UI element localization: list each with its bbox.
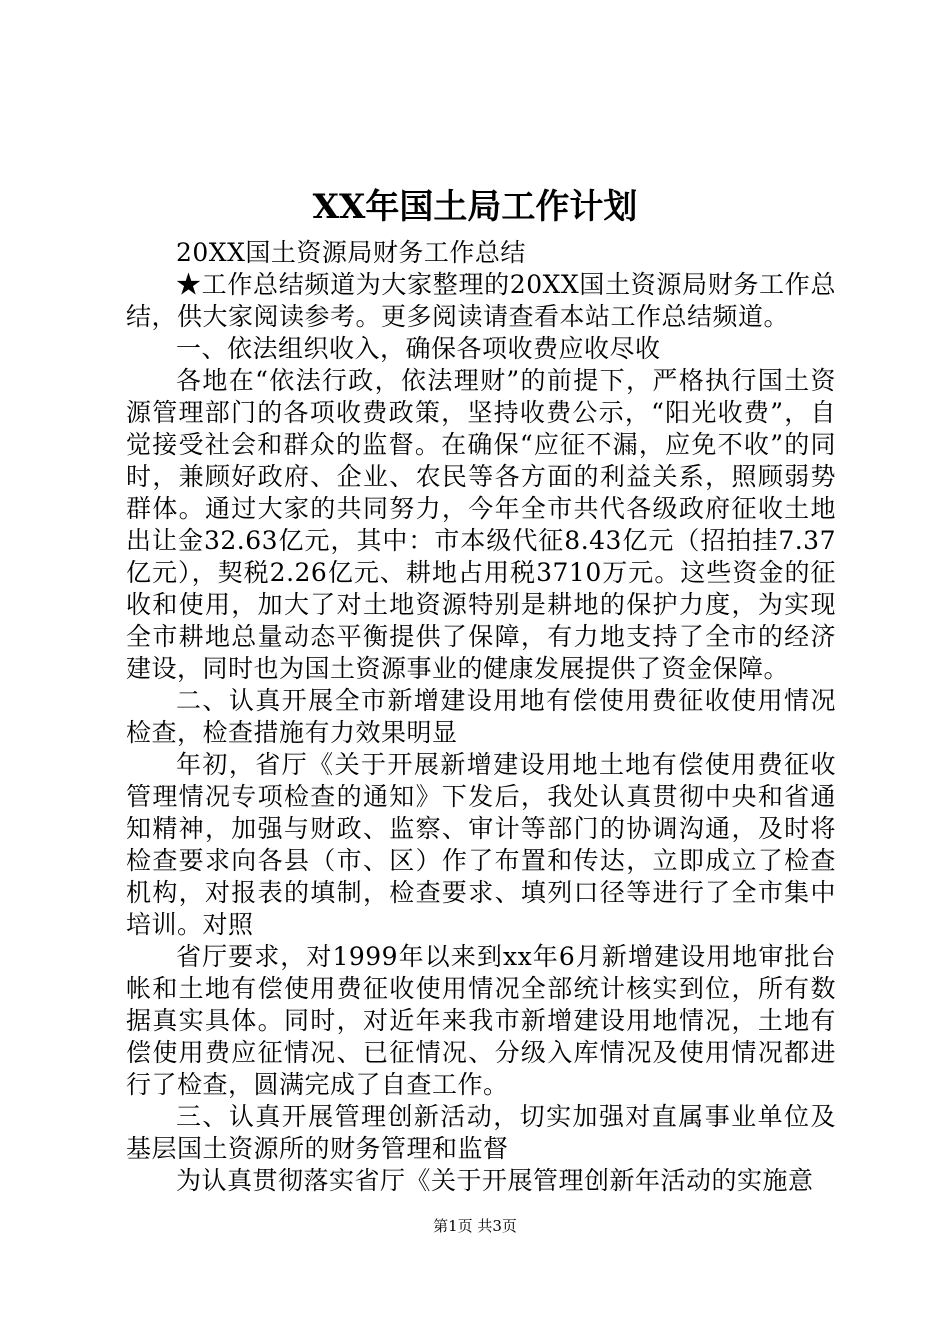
paragraph-intro: ★工作总结频道为大家整理的20XX国土资源局财务工作总结，供大家阅读参考。更多阅读请查看本站工作总结频道。 [126, 270, 836, 331]
section-heading-3: 三、认真开展管理创新活动，切实加强对直属事业单位及基层国土资源所的财务管理和监督 [126, 1102, 836, 1163]
document-body [126, 237, 836, 1197]
section-heading-1: 一、依法组织收入，确保各项收费应收尽收 [176, 334, 661, 363]
paragraph-subtitle: 20XX国土资源局财务工作总结 [176, 238, 526, 267]
document-title: XX年国土局工作计划 [312, 187, 638, 227]
paragraph-section-3: 为认真贯彻落实省厅《关于开展管理创新年活动的实施意 [176, 1166, 814, 1195]
paragraph-section-1: 各地在“依法行政，依法理财”的前提下，严格执行国土资源管理部门的各项收费政策，坚持收费公示，“阳光收费”，自觉接受社会和群众的监督。在确保“应征不漏，应免不收”的同时，兼顾好政府、企业、农民等各方面的利益关系，照顾弱势群体。通过大家的共同努力，今年全市共代各级政府征收土地出让金32.63亿元，其中：市本级代征8.43亿元（招拍挂7.37亿元），契税2.26亿元、耕地占用税3710万元。这些资金的征收和使用，加大了对土地资源特别是耕地的保护力度，为实现全市耕地总量动态平衡提供了保障，有力地支持了全市的经济建设，同时也为国土资源事业的健康发展提供了资金保障。 [126, 366, 836, 683]
section-heading-2: 二、认真开展全市新增建设用地有偿使用费征收使用情况检查，检查措施有力效果明显 [126, 686, 836, 747]
page-footer: 第1页 共3页 [433, 1217, 517, 1235]
paragraph-section-2b: 省厅要求，对1999年以来到xx年6月新增建设用地审批台帐和土地有偿使用费征收使用情况全部统计核实到位，所有数据真实具体。同时，对近年来我市新增建设用地情况，土地有偿使用费应征情况、已征情况、分级入库情况及使用情况都进行了检查，圆满完成了自查工作。 [126, 942, 836, 1099]
paragraph-section-2a: 年初，省厅《关于开展新增建设用地土地有偿使用费征收管理情况专项检查的通知》下发后，我处认真贯彻中央和省通知精神，加强与财政、监察、审计等部门的协调沟通，及时将检查要求向各县（市、区）作了布置和传达，立即成立了检查机构，对报表的填制，检查要求、填列口径等进行了全市集中培训。对照 [126, 750, 836, 939]
